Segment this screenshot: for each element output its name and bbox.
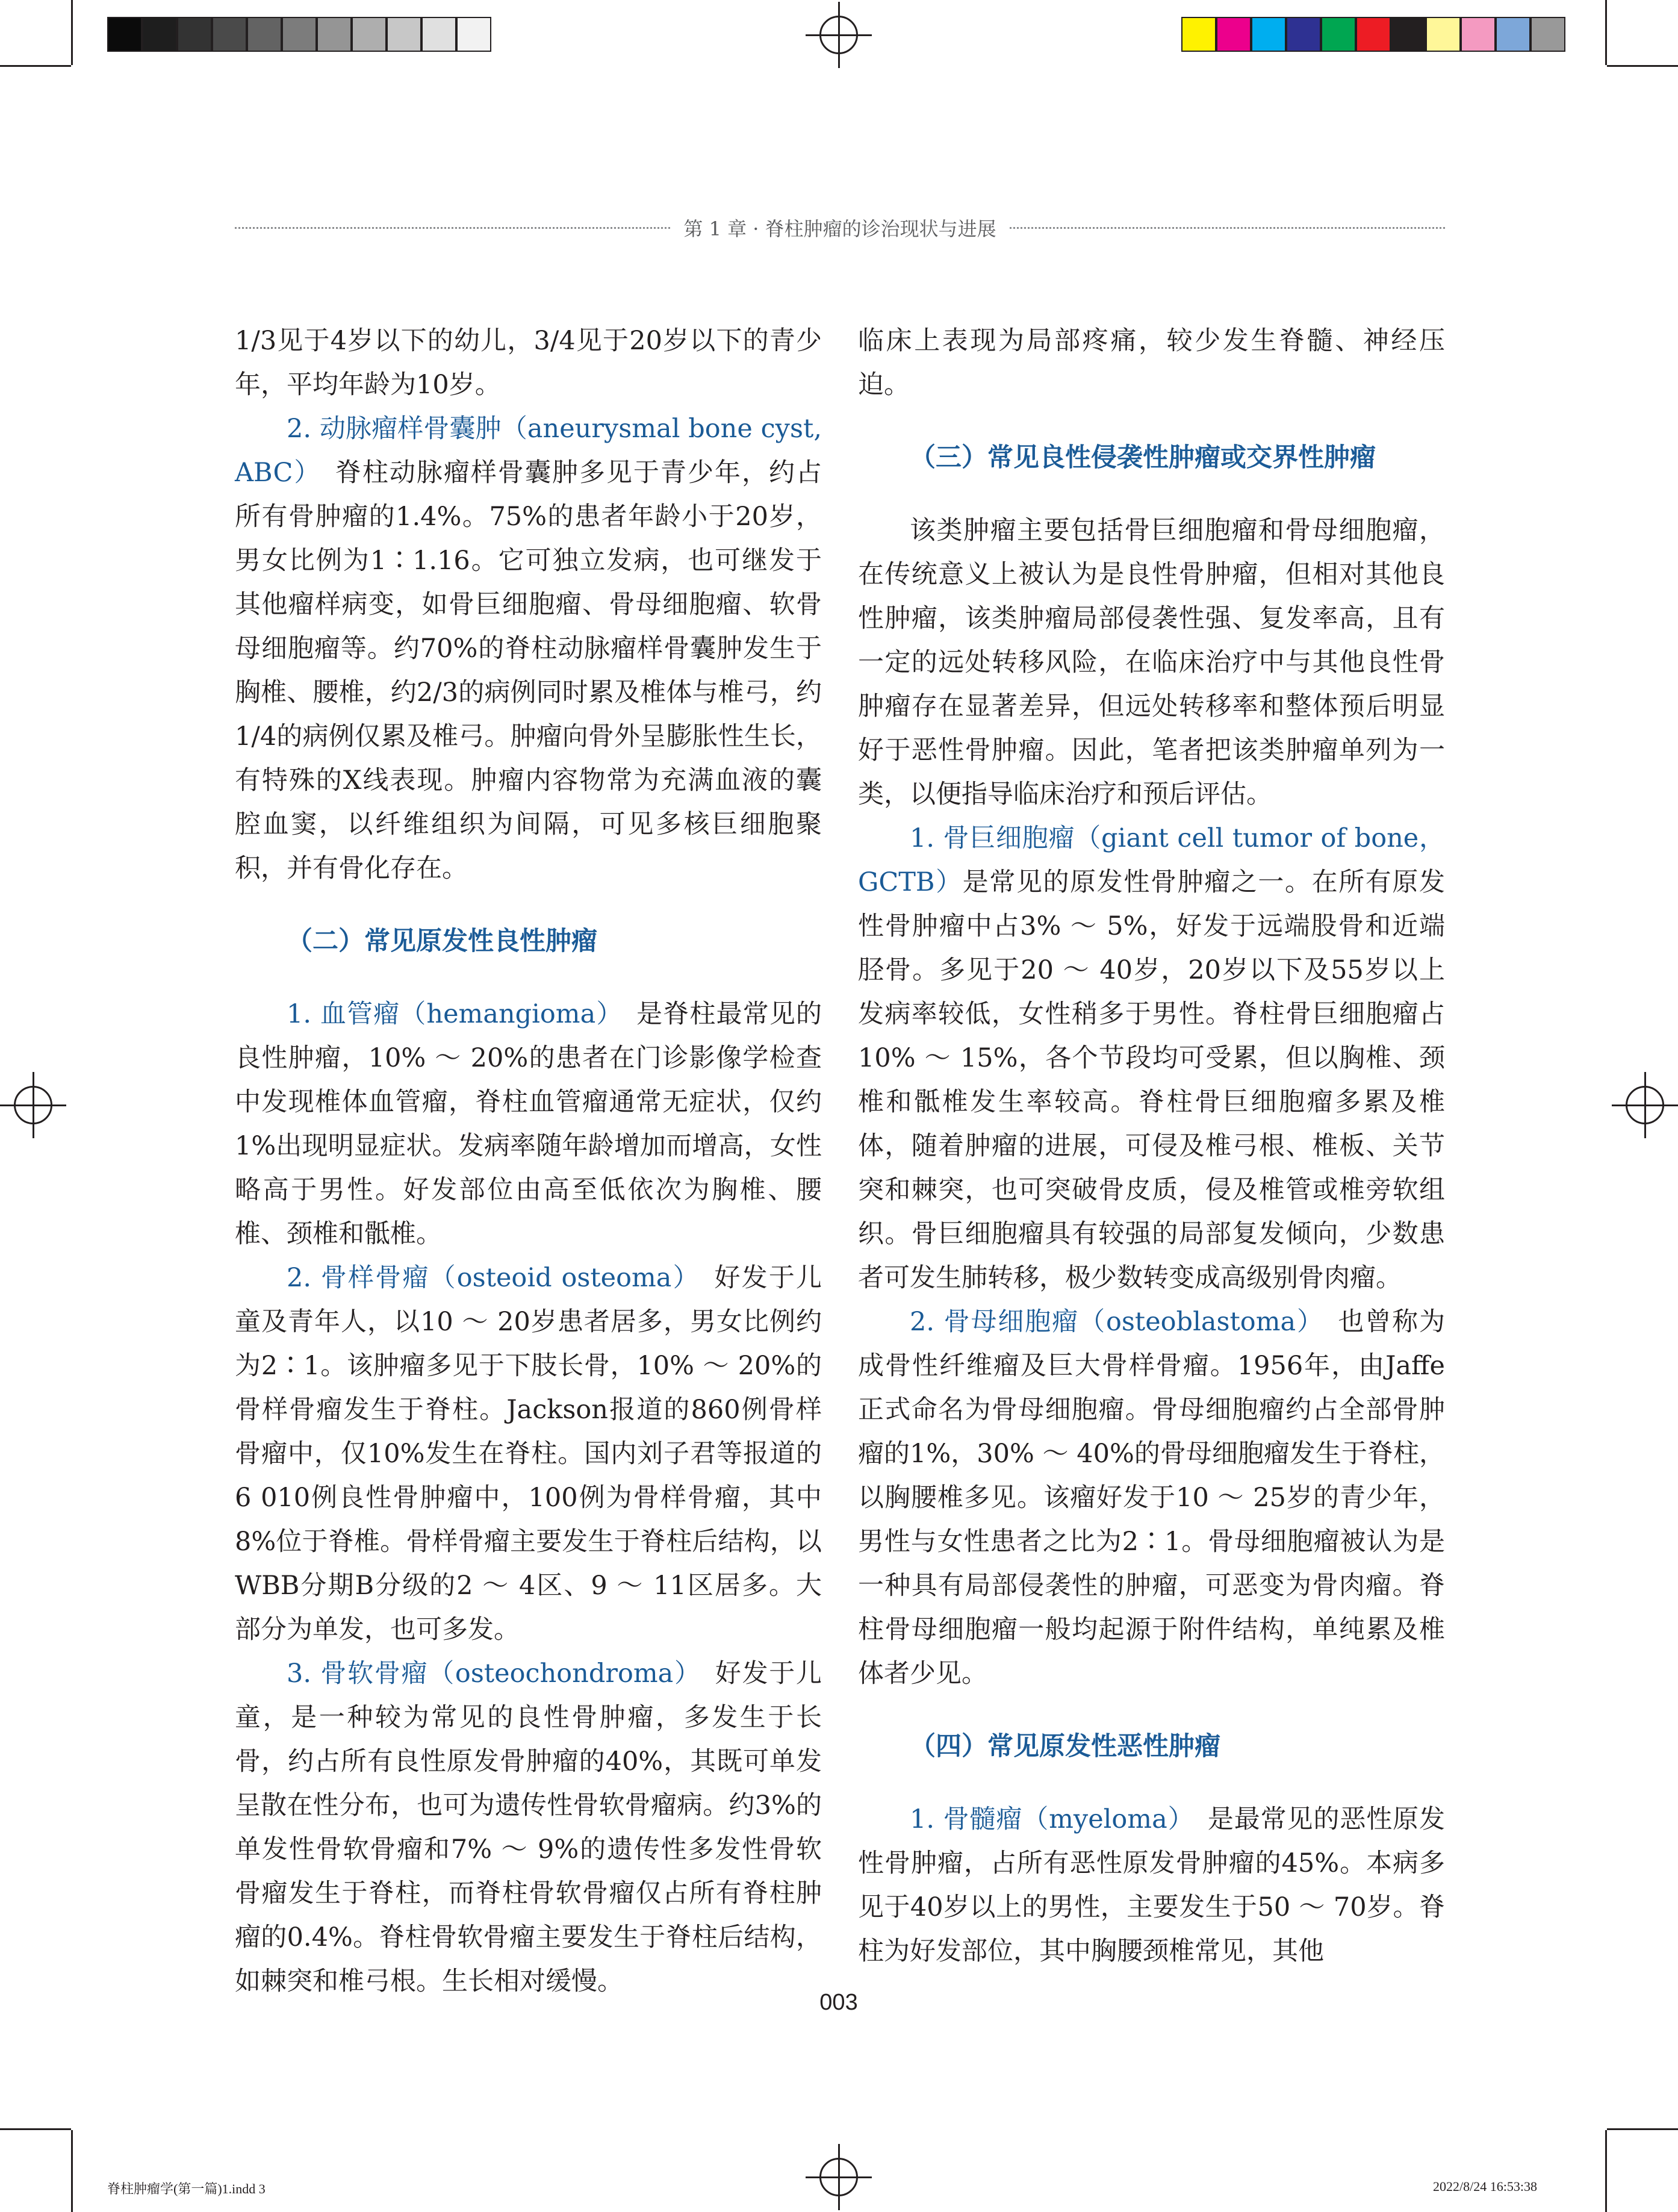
- color-swatch: [1356, 17, 1391, 52]
- gray-swatch: [387, 17, 421, 52]
- registration-mark-right: [1612, 1072, 1678, 1138]
- term-abc: 2. 动脉瘤样骨囊肿（aneurysmal bone cyst, ABC）: [235, 414, 822, 488]
- color-swatch: [1496, 17, 1530, 52]
- paragraph-gctb: 1. 骨巨细胞瘤（giant cell tumor of bone，GCTB）是常见的原发性骨肿瘤之一。在所有原发性骨肿瘤中占3% ～ 5%，好发于远端股骨和近端胫骨。多见于20 ～ 40岁，20岁以下及55岁以上发病率较低，女性稍多于男性。脊柱骨巨细胞瘤占10% ～ 15%，各个节段均可受累，但以胸椎、颈椎和骶椎发生率较高。脊柱骨巨细胞瘤多累及椎体，随着肿瘤的进展，可侵及椎弓根、椎板、关节突和棘突，也可突破骨皮质，侵及椎管或椎旁软组织。骨巨细胞瘤具有较强的局部复发倾向，少数患者可发生肺转移，极少数转变成高级别骨肉瘤。: [858, 823, 1446, 1293]
- term-gctb: 1. 骨巨细胞瘤（giant cell tumor of bone，GCTB）: [858, 823, 1445, 897]
- term-osteoblastoma: 2. 骨母细胞瘤（osteoblastoma）: [910, 1307, 1311, 1337]
- gray-swatch: [212, 17, 247, 52]
- left-column: [235, 319, 822, 2004]
- paragraph-osteochondroma: 3. 骨软骨瘤（osteochondroma） 好发于儿童，是一种较为常见的良性骨肿瘤，多发生于长骨，约占所有良性原发骨肿瘤的40%，其既可单发呈散在性分布，也可为遗传性骨软骨瘤病。约3%的单发性骨软骨瘤和7% ～ 9%的遗传性多发性骨软骨瘤发生于脊柱，而脊柱骨软骨瘤仅占所有脊柱肿瘤的0.4%。脊柱骨软骨瘤主要发生于脊柱后结构，如棘突和椎弓根。生长相对缓慢。: [235, 1659, 822, 1996]
- color-swatch: [1426, 17, 1461, 52]
- section-heading: （二）常见原发性良性肿瘤: [287, 926, 597, 956]
- paragraph-abc: 2. 动脉瘤样骨囊肿（aneurysmal bone cyst, ABC） 脊柱动脉瘤样骨囊肿多见于青少年，约占所有骨肿瘤的1.4%。75%的患者年龄小于20岁，男女比例为1∶1.16。它可独立发病，也可继发于其他瘤样病变，如骨巨细胞瘤、骨母细胞瘤、软骨母细胞瘤等。约70%的脊柱动脉瘤样骨囊肿发生于胸椎、腰椎，约2/3的病例同时累及椎体与椎弓，约1/4的病例仅累及椎弓。肿瘤向骨外呈膨胀性生长，有特殊的X线表现。肿瘤内容物常为充满血液的囊腔血窦，以纤维组织为间隔，可见多核巨细胞聚积，并有骨化存在。: [235, 414, 822, 883]
- color-swatch: [1530, 17, 1565, 52]
- gray-swatch: [352, 17, 387, 52]
- gray-swatch: [282, 17, 317, 52]
- color-bar-process: [1181, 17, 1565, 52]
- section-heading: （四）常见原发性恶性肿瘤: [910, 1731, 1220, 1762]
- paragraph-osteoid-osteoma: 2. 骨样骨瘤（osteoid osteoma） 好发于儿童及青年人，以10 ～ 20岁患者居多，男女比例约为2∶1。该肿瘤多见于下肢长骨，10% ～ 20%的骨样骨瘤发生于脊柱。Jackson报道的860例骨样骨瘤中，仅10%发生在脊柱。国内刘子君等报道的6 010例良性骨肿瘤中，100例为骨样骨瘤，其中8%位于脊椎。骨样骨瘤主要发生于脊柱后结构，以WBB分期B分级的2 ～ 4区、9 ～ 11区居多。大部分为单发，也可多发。: [235, 1263, 822, 1645]
- color-bar-gray: [107, 17, 491, 52]
- color-swatch: [1251, 17, 1286, 52]
- term-myeloma: 1. 骨髓瘤（myeloma）: [910, 1804, 1181, 1834]
- color-swatch: [1216, 17, 1251, 52]
- color-swatch: [1461, 17, 1496, 52]
- paragraph-myeloma: 1. 骨髓瘤（myeloma） 是最常见的恶性原发性骨肿瘤，占所有恶性原发骨肿瘤的45%。本病多见于40岁以上的男性，主要发生于50 ～ 70岁。脊柱为好发部位，其中胸腰颈椎常见，其他: [858, 1804, 1446, 1966]
- crop-mark: [1605, 2130, 1607, 2212]
- file-slug: 脊柱肿瘤学(第一篇)1.indd 3: [107, 2181, 266, 2196]
- gray-swatch: [107, 17, 142, 52]
- gray-swatch: [421, 17, 456, 52]
- paragraph-osteoblastoma: 2. 骨母细胞瘤（osteoblastoma） 也曾称为成骨性纤维瘤及巨大骨样骨瘤。1956年，由Jaffe正式命名为骨母细胞瘤。骨母细胞瘤约占全部骨肿瘤的1%，30% ～ 40%的骨母细胞瘤发生于脊柱，以胸腰椎多见。该瘤好发于10 ～ 25岁的青少年，男性与女性患者之比为2∶1。骨母细胞瘤被认为是一种具有局部侵袭性的肿瘤，可恶变为骨肉瘤。脊柱骨母细胞瘤一般均起源于附件结构，单纯累及椎体者少见。: [858, 1307, 1446, 1689]
- gray-swatch: [247, 17, 282, 52]
- crop-mark: [1607, 2128, 1678, 2130]
- paragraph-hemangioma: 1. 血管瘤（hemangioma） 是脊柱最常见的良性肿瘤，10% ～ 20%的患者在门诊影像学检查中发现椎体血管瘤，脊柱血管瘤通常无症状，仅约1%出现明显症状。发病率随年龄增加而增高，女性略高于男性。好发部位由高至低依次为胸椎、腰椎、颈椎和骶椎。: [235, 999, 822, 1249]
- paragraph-intro: 该类肿瘤主要包括骨巨细胞瘤和骨母细胞瘤，在传统意义上被认为是良性骨肿瘤，但相对其他良性肿瘤，该类肿瘤局部侵袭性强、复发率高，且有一定的远处转移风险，在临床治疗中与其他良性骨肿瘤存在显著差异，但远处转移率和整体预后明显好于恶性骨肿瘤。因此，笔者把该类肿瘤单列为一类，以便指导临床治疗和预后评估。: [858, 516, 1445, 809]
- term-osteoid-osteoma: 2. 骨样骨瘤（osteoid osteoma）: [287, 1263, 688, 1293]
- section-heading: （三）常见良性侵袭性肿瘤或交界性肿瘤: [910, 443, 1376, 473]
- color-swatch: [1321, 17, 1356, 52]
- term-osteochondroma: 3. 骨软骨瘤（osteochondroma）: [287, 1659, 689, 1689]
- gray-swatch: [142, 17, 177, 52]
- crop-mark: [1605, 0, 1607, 65]
- running-header: [235, 210, 1445, 246]
- registration-mark-left: [0, 1072, 66, 1138]
- right-column: [858, 319, 1445, 1974]
- page-number: 003: [819, 1990, 858, 2015]
- crop-mark: [71, 2130, 73, 2212]
- running-header-title: 第 1 章 · 脊柱肿瘤的诊治现状与进展: [683, 217, 996, 240]
- crop-mark: [71, 0, 73, 65]
- gray-swatch: [177, 17, 212, 52]
- date-slug: 2022/8/24 16:53:38: [1433, 2179, 1537, 2194]
- crop-mark: [1607, 65, 1678, 67]
- registration-mark-bottom: [806, 2144, 872, 2210]
- gray-swatch: [317, 17, 352, 52]
- color-swatch: [1286, 17, 1321, 52]
- color-swatch: [1181, 17, 1216, 52]
- crop-mark: [0, 65, 71, 67]
- gray-swatch: [456, 17, 491, 52]
- crop-mark: [0, 2128, 71, 2130]
- paragraph: 临床上表现为局部疼痛，较少发生脊髓、神经压迫。: [858, 326, 1445, 400]
- registration-mark-top: [806, 2, 872, 68]
- paragraph: 1/3见于4岁以下的幼儿，3/4见于20岁以下的青少年，平均年龄为10岁。: [235, 326, 822, 400]
- color-swatch: [1391, 17, 1426, 52]
- term-hemangioma: 1. 血管瘤（hemangioma）: [287, 999, 611, 1029]
